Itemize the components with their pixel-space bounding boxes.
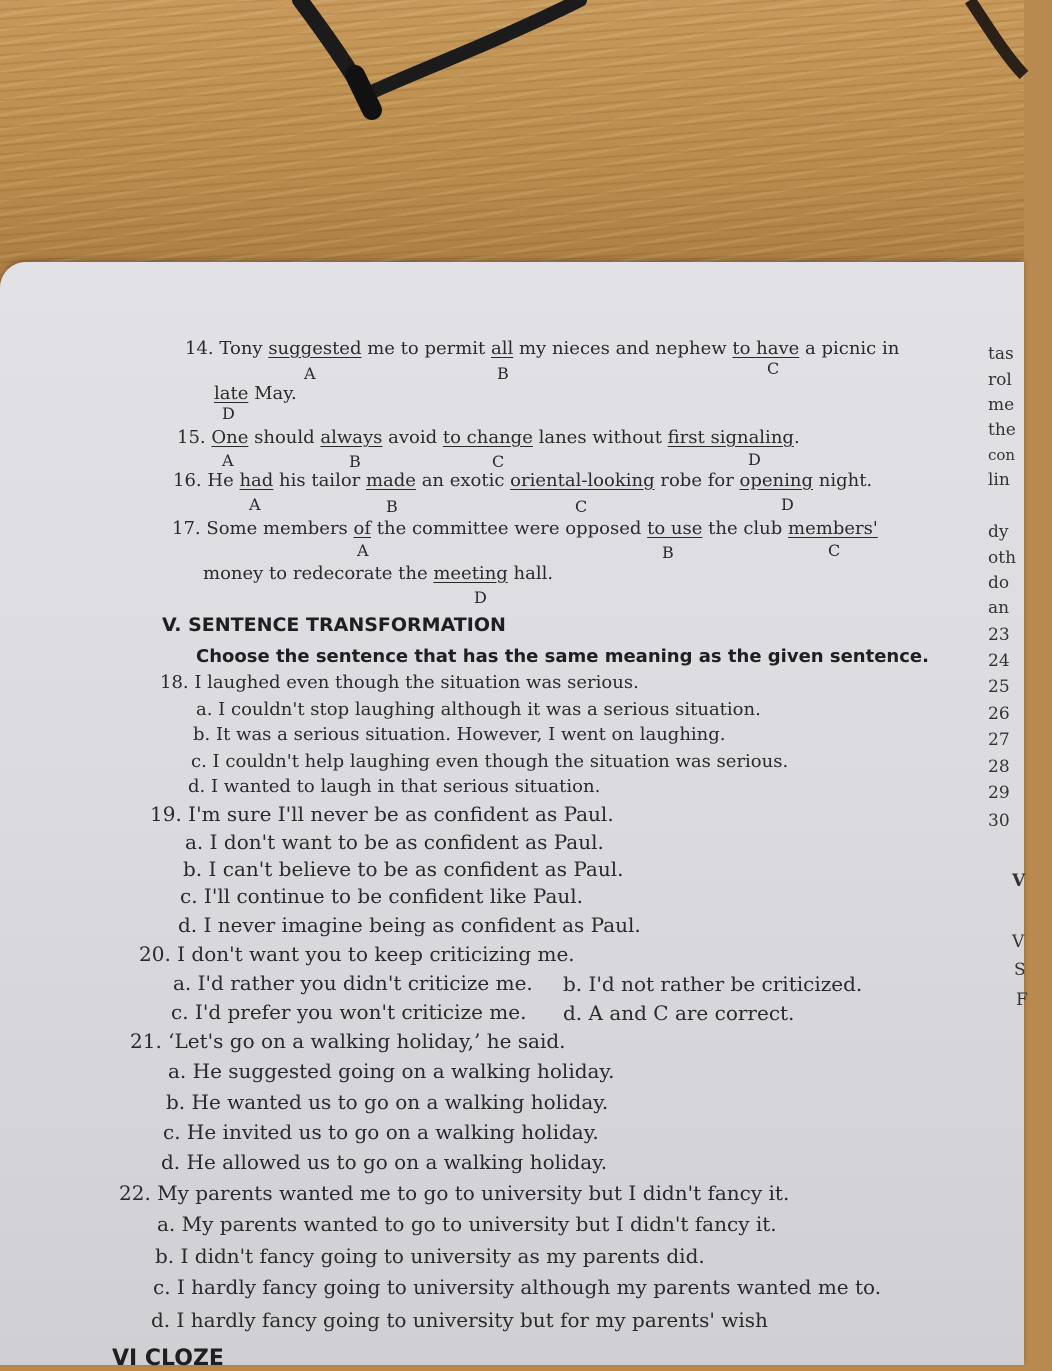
q14-option-b-label: B [497,364,509,383]
q14-option-a-label: A [304,364,316,383]
q14-option-c-label: C [767,359,780,378]
side-fragment: an [988,598,1010,618]
side-fragment: tas [988,344,1014,364]
q14-line1: 14. Tony suggested me to permit all my nieces and nephew to have a picnic in [185,338,900,359]
q14-option-d-label: D [222,404,235,423]
section-5-instruction: Choose the sentence that has the same meaning as the given sentence. [196,646,929,667]
side-fragment: 25 [988,677,1010,697]
section-5-heading: V. SENTENCE TRANSFORMATION [162,614,506,636]
side-fragment: 26 [988,704,1010,724]
q16-option-b-label: B [386,497,398,516]
q16-option-a-label: A [249,495,261,514]
q19-option-c: c. I'll continue to be confident like Paul. [180,884,584,908]
side-fragment: do [988,573,1010,593]
side-fragment: rol [988,370,1012,390]
side-fragment: the [988,420,1016,440]
side-fragment: me [988,395,1015,415]
q22-stem: 22. My parents wanted me to go to university but I didn't fancy it. [119,1181,790,1205]
q18-option-a: a. I couldn't stop laughing although it was a serious situation. [196,699,761,720]
q15-option-b-label: B [349,452,361,471]
side-fragment: 27 [988,730,1010,750]
section-6-heading: VI CLOZE [112,1346,224,1371]
side-fragment: V [1012,871,1026,891]
side-fragment: 24 [988,651,1010,671]
q16-option-d-label: D [781,495,794,514]
eyeglasses-frame [0,0,1024,130]
q17-line2: money to redecorate the meeting hall. [203,563,554,584]
side-fragment: lin [988,470,1010,490]
q19-option-a: a. I don't want to be as confident as Paul. [185,830,604,854]
q18-option-b: b. It was a serious situation. However, I went on laughing. [193,724,726,745]
q17-option-c-label: C [828,541,841,560]
q21-stem: 21. ‘Let's go on a walking holiday,’ he said. [130,1029,566,1053]
q16-line: 16. He had his tailor made an exotic oriental-looking robe for opening night. [173,470,873,491]
q17-line1: 17. Some members of the committee were opposed to use the club members' [172,518,878,539]
q20-option-c: c. I'd prefer you won't criticize me. [171,1000,527,1024]
q22-option-d: d. I hardly fancy going to university but for my parents' wish [151,1308,768,1332]
q21-option-b: b. He wanted us to go on a walking holiday. [166,1090,609,1114]
side-fragment: 23 [988,625,1010,645]
q19-option-b: b. I can't believe to be as confident as Paul. [183,857,624,881]
q14-line2: late May. [214,383,297,404]
q18-option-d: d. I wanted to laugh in that serious situation. [188,776,601,797]
side-fragment: 30 [988,811,1010,831]
q15-option-d-label: D [748,450,761,469]
q17-option-b-label: B [662,543,674,562]
side-fragment: V [1012,932,1025,952]
q15-option-a-label: A [222,451,234,470]
q20-option-a: a. I'd rather you didn't criticize me. [173,971,533,995]
q19-option-d: d. I never imagine being as confident as Paul. [178,913,641,937]
q16-option-c-label: C [575,497,588,516]
q18-stem: 18. I laughed even though the situation was serious. [160,672,639,693]
q20-stem: 20. I don't want you to keep criticizing me. [139,942,575,966]
q22-option-b: b. I didn't fancy going to university as my parents did. [155,1244,705,1268]
side-fragment: S [1014,960,1026,980]
q21-option-d: d. He allowed us to go on a walking holiday. [161,1150,608,1174]
q17-option-a-label: A [357,541,369,560]
q22-option-a: a. My parents wanted to go to university but I didn't fancy it. [157,1212,777,1236]
side-fragment: con [988,446,1016,464]
q19-stem: 19. I'm sure I'll never be as confident as Paul. [150,802,614,826]
q17-option-d-label: D [474,588,487,607]
textbook-page [0,262,1028,1371]
side-fragment: F [1016,990,1028,1010]
q20-option-b: b. I'd not rather be criticized. [563,972,863,996]
side-fragment: 29 [988,783,1010,803]
q18-option-c: c. I couldn't help laughing even though the situation was serious. [191,751,789,772]
q22-option-c: c. I hardly fancy going to university although my parents wanted me to. [153,1275,882,1299]
q21-option-a: a. He suggested going on a walking holiday. [168,1059,615,1083]
side-fragment: oth [988,548,1017,568]
q15-line: 15. One should always avoid to change lanes without first signaling. [177,427,800,448]
q15-option-c-label: C [492,452,505,471]
q20-option-d: d. A and C are correct. [563,1001,795,1025]
side-fragment: dy [988,522,1009,542]
side-fragment: 28 [988,757,1010,777]
q21-option-c: c. He invited us to go on a walking holiday. [163,1120,599,1144]
